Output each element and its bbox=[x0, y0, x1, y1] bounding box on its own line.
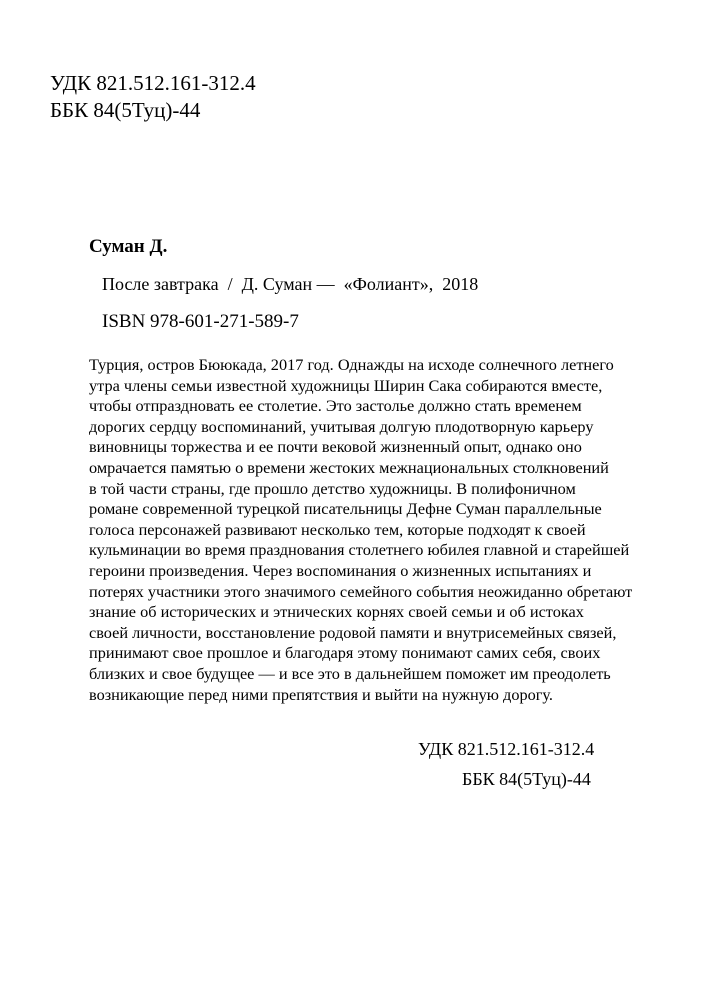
annotation-line: знание об исторических и этнических корнях своей семьи и об истоках bbox=[89, 602, 584, 622]
annotation-line: кульминации во время празднования столетнего юбилея главной и старейшей bbox=[89, 540, 630, 560]
publisher-name: «Фолиант», bbox=[343, 274, 434, 294]
udk-code-top: УДК 821.512.161-312.4 bbox=[50, 71, 256, 95]
annotation-line: омрачается памятью о времени жестоких межнациональных столкновений bbox=[89, 457, 609, 477]
isbn-number: ISBN 978-601-271-589-7 bbox=[102, 311, 299, 332]
publication-year: 2018 bbox=[442, 274, 479, 294]
annotation-line: Турция, остров Бююкада, 2017 год. Однажды на исходе солнечного летнего bbox=[89, 355, 614, 374]
em-dash: — bbox=[316, 274, 335, 294]
annotation-line: голоса персонажей развивают несколько тем, которые подходят к своей bbox=[89, 519, 586, 539]
annotation-line: дорогих сердцу воспоминаний, учитывая долгую плодотворную карьеру bbox=[89, 416, 594, 436]
annotation-line: принимают свое прошлое и благодаря этому понимают самих себя, своих bbox=[89, 643, 601, 663]
bibliographic-line bbox=[102, 273, 478, 295]
annotation-line: героини произведения. Через воспоминания о жизненных испытаниях и bbox=[89, 560, 592, 580]
annotation-line: чтобы отпраздновать ее столетие. Это застолье должно стать временем bbox=[89, 396, 582, 416]
bbk-code-top: ББК 84(5Туц)-44 bbox=[50, 98, 201, 122]
author-short-name: Д. Суман bbox=[241, 274, 313, 294]
annotation-line: виновницы торжества и ее почти вековой жизненный опыт, однако оно bbox=[89, 437, 582, 457]
bbk-code-bottom: ББК 84(5Туц)-44 bbox=[462, 769, 591, 789]
annotation-line: своей личности, восстановление родовой памяти и внутрисемейных связей, bbox=[89, 622, 617, 642]
title-separator: / bbox=[227, 274, 233, 294]
annotation-line: возникающие перед ними препятствия и выйти на нужную дорогу. bbox=[89, 684, 553, 704]
annotation-line: утра члены семьи известной художницы Ширин Сака собираются вместе, bbox=[89, 375, 603, 395]
annotation-line: потерях участники этого значимого семейного события неожиданно обретают bbox=[89, 581, 633, 601]
udk-code-bottom: УДК 821.512.161-312.4 bbox=[418, 739, 595, 759]
annotation-line: в той части страны, где прошло детство художницы. В полифоничном bbox=[89, 478, 576, 498]
author-heading: Суман Д. bbox=[89, 236, 168, 257]
annotation-line: романе современной турецкой писательницы Дефне Суман параллельные bbox=[89, 499, 602, 519]
annotation-line: близких и свое будущее — и все это в дальнейшем поможет им преодолеть bbox=[89, 663, 611, 683]
book-title: После завтрака bbox=[102, 274, 219, 294]
annotation-text bbox=[89, 355, 669, 705]
